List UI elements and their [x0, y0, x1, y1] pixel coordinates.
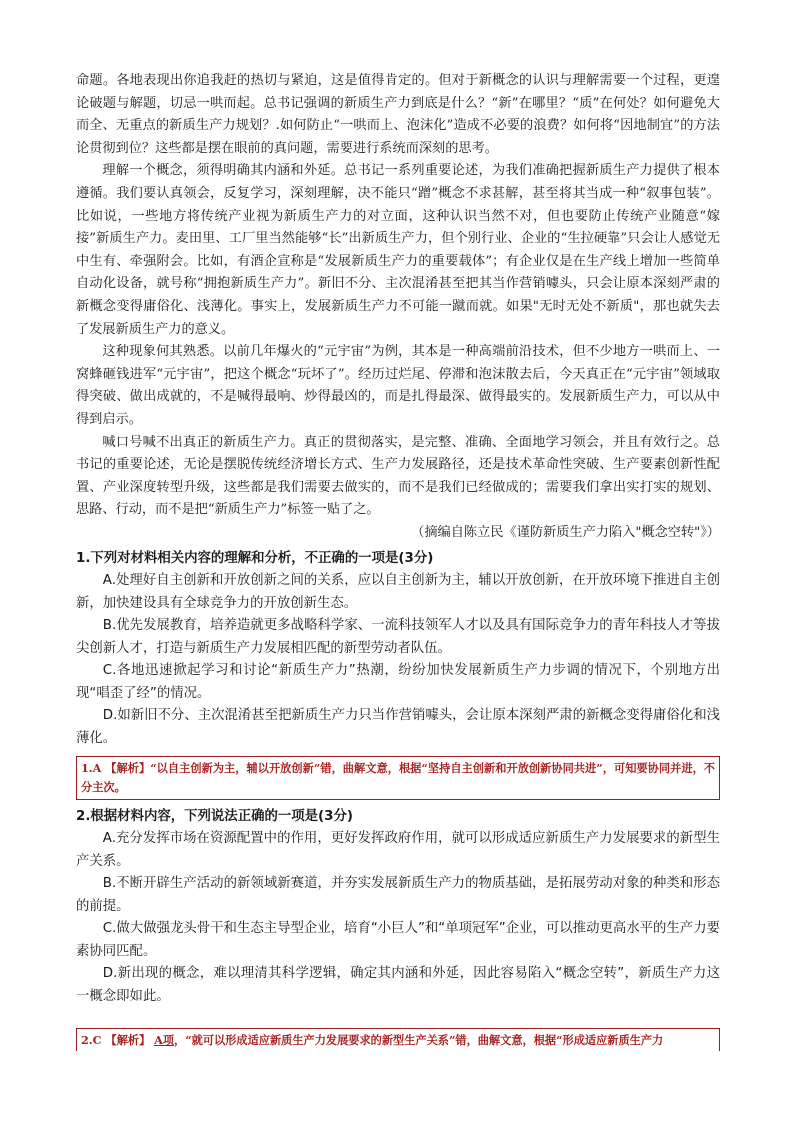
- question-2-answer-tag: 【解析】: [105, 1033, 151, 1047]
- question-2-title: 2.根据材料内容，下列说法正确的一项是(3分): [76, 809, 353, 825]
- article-source: （摘编自陈立民《谨防新质生产力陷入"概念空转"》）: [411, 524, 720, 540]
- question-2-option-b: B.不断开辟生产活动的新领域新赛道，并夯实发展新质生产力的物质基础，是拓展劳动对象的种类和形态的前提。: [76, 876, 720, 914]
- question-2-answer-box: [76, 1028, 720, 1051]
- question-1-answer-box: 1.A 【解析】“以自主创新为主，辅以开放创新”错，曲解文意，根据“坚持自主创新和开放创新协同共进”，可知要协同并进，不分主次。: [76, 756, 720, 800]
- question-1-option-b: B.优先发展教育，培养造就更多战略科学家、一流科技领军人才以及具有国际竞争力的青年科技人才等拔尖创新人才，打造与新质生产力发展相匹配的新型劳动者队伍。: [76, 618, 720, 656]
- article-paragraph-4: 喊口号喊不出真正的新质生产力。真正的贯彻落实，是完整、准确、全面地学习领会，并且有效行之。总书记的重要论述，无论是摆脱传统经济增长方式、生产力发展路径，还是技术革命性突破、生产要素创新性配置、产业深度转型升级，这些都是我们需要去做实的，而不是我们已经做成的；需要我们拿出实打实的规划、思路、行动，而不是把“新质生产力”标签一贴了之。: [76, 434, 720, 518]
- question-1-option-a: A.处理好自主创新和开放创新之间的关系，应以自主创新为主，辅以开放创新，在开放环境下推进自主创新，加快建设具有全球竞争力的开放创新生态。: [76, 573, 720, 611]
- question-2-option-d: D.新出现的概念，难以理清其科学逻辑，确定其内涵和外延，因此容易陷入“概念空转”，新质生产力这一概念即如此。: [76, 966, 720, 1004]
- article-paragraph-3: 这种现象何其熟悉。以前几年爆火的“元宇宙”为例，其本是一种高端前沿技术，但不少地方一哄而上、一窝蜂砸钱进军“元宇宙”，把这个概念“玩坏了”。经历过烂尾、停滞和泡沫散去后，今天真正在“元宇宙”领域取得突破、做出成就的，不是喊得最响、炒得最凶的，而是扎得最深、做得最实的。发展新质生产力，可以从中得到启示。: [76, 344, 720, 427]
- question-2-answer-option-label: A项: [154, 1033, 175, 1047]
- document-page: [76, 70, 720, 1008]
- question-1-option-c: C.各地迅速掀起学习和讨论“新质生产力”热潮，纷纷加快发展新质生产力步调的情况下，个别地方出现“唱歪了经”的情况。: [76, 663, 720, 701]
- question-1-title: 1.下列对材料相关内容的理解和分析，不正确的一项是(3分): [76, 551, 434, 567]
- article-paragraph-1: 命题。各地表现出你追我赶的热切与紧迫，这是值得肯定的。但对于新概念的认识与理解需要一个过程，更遑论破题与解题，切忌一哄而起。总书记强调的新质生产力到底是什么？“新”在哪里？“质”在何处？如何避免大而全、无重点的新质生产力规划？.如何防止“一哄而上、泡沫化”造成不必要的浪费？如何将“因地制宜”的方法论贯彻到位？这些都是摆在眼前的真问题，需要进行系统而深刻的思考。: [76, 73, 720, 156]
- question-1-option-d: D.如新旧不分、主次混淆甚至把新质生产力只当作营销噱头，会让原本深刻严肃的新概念变得庸俗化和浅薄化。: [76, 708, 720, 746]
- question-2-option-c: C.做大做强龙头骨干和生态主导型企业，培育“小巨人”和“单项冠军”企业，可以推动更高水平的生产力要素协同匹配。: [76, 921, 720, 959]
- question-2-option-a: A.充分发挥市场在资源配置中的作用，更好发挥政府作用，就可以形成适应新质生产力发展要求的新型生产关系。: [76, 831, 720, 869]
- article-paragraph-2: 理解一个概念，须得明确其内涵和外延。总书记一系列重要论述，为我们准确把握新质生产力提供了根本遵循。我们要认真领会，反复学习，深刻理解，决不能只“蹭”概念不求甚解，甚至将其当成一种“叙事包装”。比如说，一些地方将传统产业视为新质生产力的对立面，这种认识当然不对，但也要防止传统产业随意“嫁接”新质生产力。麦田里、工厂里当然能够“长”出新质生产力，但个别行业、企业的“生拉硬靠”只会让人感觉无中生有、牵强附会。比如，有酒企宣称是“发展新质生产力的重要载体”；有企业仅是在生产线上增加一些简单自动化设备，就号称“拥抱新质生产力”。新旧不分、主次混淆甚至把其当作营销噱头，只会让原本深刻严肃的新概念变得庸俗化、浅薄化。事实上，发展新质生产力不可能一蹴而就。如果"无时无处不新质"，那也就失去了发展新质生产力的意义。: [76, 163, 720, 337]
- question-2-answer-number: 2.C: [81, 1033, 102, 1047]
- question-2-answer-text: ，“就可以形成适应新质生产力发展要求的新型生产关系”错，曲解文意，根据“形成适应新质生产力: [174, 1033, 664, 1047]
